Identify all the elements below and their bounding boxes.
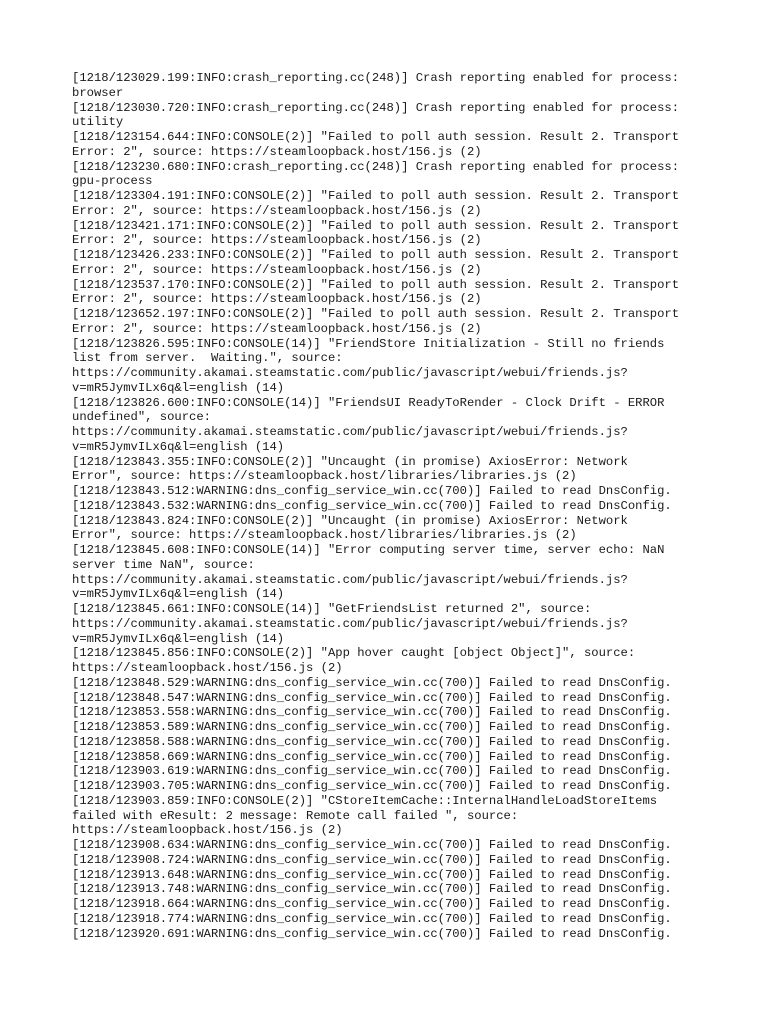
log-line: [1218/123154.644:INFO:CONSOLE(2)] "Failed to poll auth session. Result 2. Transport [72, 130, 680, 144]
log-line: https://community.akamai.steamstatic.com/public/javascript/webui/friends.js? [72, 572, 628, 587]
log-line: [1218/123537.170:INFO:CONSOLE(2)] "Failed to poll auth session. Result 2. Transport [72, 277, 680, 292]
log-line: v=mR5JymvILx6q&l=english (14) [72, 631, 285, 646]
log-line: [1218/123913.648:WARNING:dns_config_service_win.cc(700)] Failed to read DnsConfig. [72, 867, 672, 882]
log-line: Error: 2", source: https://steamloopback.host/156.js (2) [72, 144, 482, 159]
log-line: [1218/123858.588:WARNING:dns_config_service_win.cc(700)] Failed to read DnsConfig. [72, 734, 672, 749]
log-line: [1218/123903.859:INFO:CONSOLE(2)] "CStoreItemCache::InternalHandleLoadStoreItems [72, 793, 658, 808]
log-line: Error: 2", source: https://steamloopback.host/156.js (2) [72, 262, 482, 277]
log-line: Error: 2", source: https://steamloopback.host/156.js (2) [72, 321, 482, 336]
log-line: [1218/123918.664:WARNING:dns_config_service_win.cc(700)] Failed to read DnsConfig. [72, 897, 672, 911]
log-line: [1218/123845.856:INFO:CONSOLE(2)] "App hover caught [object Object]", source: [72, 646, 636, 661]
log-line: [1218/123652.197:INFO:CONSOLE(2)] "Failed to poll auth session. Result 2. Transport [72, 307, 680, 321]
log-line: Error: 2", source: https://steamloopback.host/156.js (2) [72, 233, 482, 248]
log-line: [1218/123903.705:WARNING:dns_config_service_win.cc(700)] Failed to read DnsConfig. [72, 779, 672, 793]
log-line: https://community.akamai.steamstatic.com/public/javascript/webui/friends.js? [72, 425, 628, 439]
log-line: gpu-process [72, 174, 153, 189]
log-line: [1218/123908.724:WARNING:dns_config_service_win.cc(700)] Failed to read DnsConfig. [72, 852, 672, 867]
log-line: https://community.akamai.steamstatic.com/public/javascript/webui/friends.js? [72, 616, 628, 631]
log-line: [1218/123843.512:WARNING:dns_config_service_win.cc(700)] Failed to read DnsConfig. [72, 484, 672, 498]
log-line: Error: 2", source: https://steamloopback.host/156.js (2) [72, 203, 482, 218]
log-line: [1218/123845.661:INFO:CONSOLE(14)] "GetFriendsList returned 2", source: [72, 602, 592, 616]
log-line: [1218/123913.748:WARNING:dns_config_service_win.cc(700)] Failed to read DnsConfig. [72, 882, 672, 897]
log-line: utility [72, 115, 124, 130]
log-line: [1218/123845.608:INFO:CONSOLE(14)] "Error computing server time, server echo: NaN [72, 543, 665, 557]
log-line: v=mR5JymvILx6q&l=english (14) [72, 587, 285, 602]
log-line: [1218/123853.589:WARNING:dns_config_service_win.cc(700)] Failed to read DnsConfig. [72, 720, 672, 734]
log-line: failed with eResult: 2 message: Remote call failed ", source: [72, 808, 519, 823]
log-line: list from server. Waiting.", source: [72, 351, 343, 366]
log-line: [1218/123908.634:WARNING:dns_config_service_win.cc(700)] Failed to read DnsConfig. [72, 838, 672, 852]
log-line: [1218/123843.355:INFO:CONSOLE(2)] "Uncaught (in promise) AxiosError: Network [72, 454, 628, 469]
log-line: [1218/123426.233:INFO:CONSOLE(2)] "Failed to poll auth session. Result 2. Transport [72, 248, 680, 262]
log-line: https://community.akamai.steamstatic.com/public/javascript/webui/friends.js? [72, 366, 628, 380]
log-line: [1218/123030.720:INFO:crash_reporting.cc(248)] Crash reporting enabled for process: [72, 100, 680, 115]
log-line: [1218/123858.669:WARNING:dns_config_service_win.cc(700)] Failed to read DnsConfig. [72, 749, 672, 764]
log-line: Error", source: https://steamloopback.host/libraries/libraries.js (2) [72, 528, 577, 543]
log-line: https://steamloopback.host/156.js (2) [72, 661, 343, 675]
log-line: [1218/123826.595:INFO:CONSOLE(14)] "FriendStore Initialization - Still no friends [72, 336, 665, 351]
log-line: server time NaN", source: [72, 557, 255, 572]
log-text-body [72, 71, 702, 941]
log-line: [1218/123903.619:WARNING:dns_config_service_win.cc(700)] Failed to read DnsConfig. [72, 764, 672, 779]
log-line: undefined", source: [72, 410, 211, 425]
log-line: https://steamloopback.host/156.js (2) [72, 823, 343, 838]
log-line: [1218/123918.774:WARNING:dns_config_service_win.cc(700)] Failed to read DnsConfig. [72, 911, 672, 926]
log-line: Error", source: https://steamloopback.host/libraries/libraries.js (2) [72, 469, 577, 484]
log-line: browser [72, 85, 124, 100]
log-line: v=mR5JymvILx6q&l=english (14) [72, 439, 285, 454]
log-line: Error: 2", source: https://steamloopback.host/156.js (2) [72, 292, 482, 307]
log-line: [1218/123029.199:INFO:crash_reporting.cc(248)] Crash reporting enabled for process: [72, 71, 680, 85]
log-line: [1218/123853.558:WARNING:dns_config_service_win.cc(700)] Failed to read DnsConfig. [72, 705, 672, 720]
log-line: [1218/123848.529:WARNING:dns_config_service_win.cc(700)] Failed to read DnsConfig. [72, 675, 672, 690]
log-line: [1218/123304.191:INFO:CONSOLE(2)] "Failed to poll auth session. Result 2. Transport [72, 189, 680, 203]
log-line: [1218/123230.680:INFO:crash_reporting.cc(248)] Crash reporting enabled for process: [72, 159, 680, 174]
log-line: [1218/123848.547:WARNING:dns_config_service_win.cc(700)] Failed to read DnsConfig. [72, 690, 672, 705]
log-line: [1218/123421.171:INFO:CONSOLE(2)] "Failed to poll auth session. Result 2. Transport [72, 218, 680, 233]
log-line: [1218/123826.600:INFO:CONSOLE(14)] "FriendsUI ReadyToRender - Clock Drift - ERROR [72, 395, 665, 410]
log-line: v=mR5JymvILx6q&l=english (14) [72, 380, 285, 395]
log-line: [1218/123843.824:INFO:CONSOLE(2)] "Uncaught (in promise) AxiosError: Network [72, 513, 628, 528]
log-line: [1218/123920.691:WARNING:dns_config_service_win.cc(700)] Failed to read DnsConfig. [72, 926, 672, 941]
log-line: [1218/123843.532:WARNING:dns_config_service_win.cc(700)] Failed to read DnsConfig. [72, 498, 672, 513]
